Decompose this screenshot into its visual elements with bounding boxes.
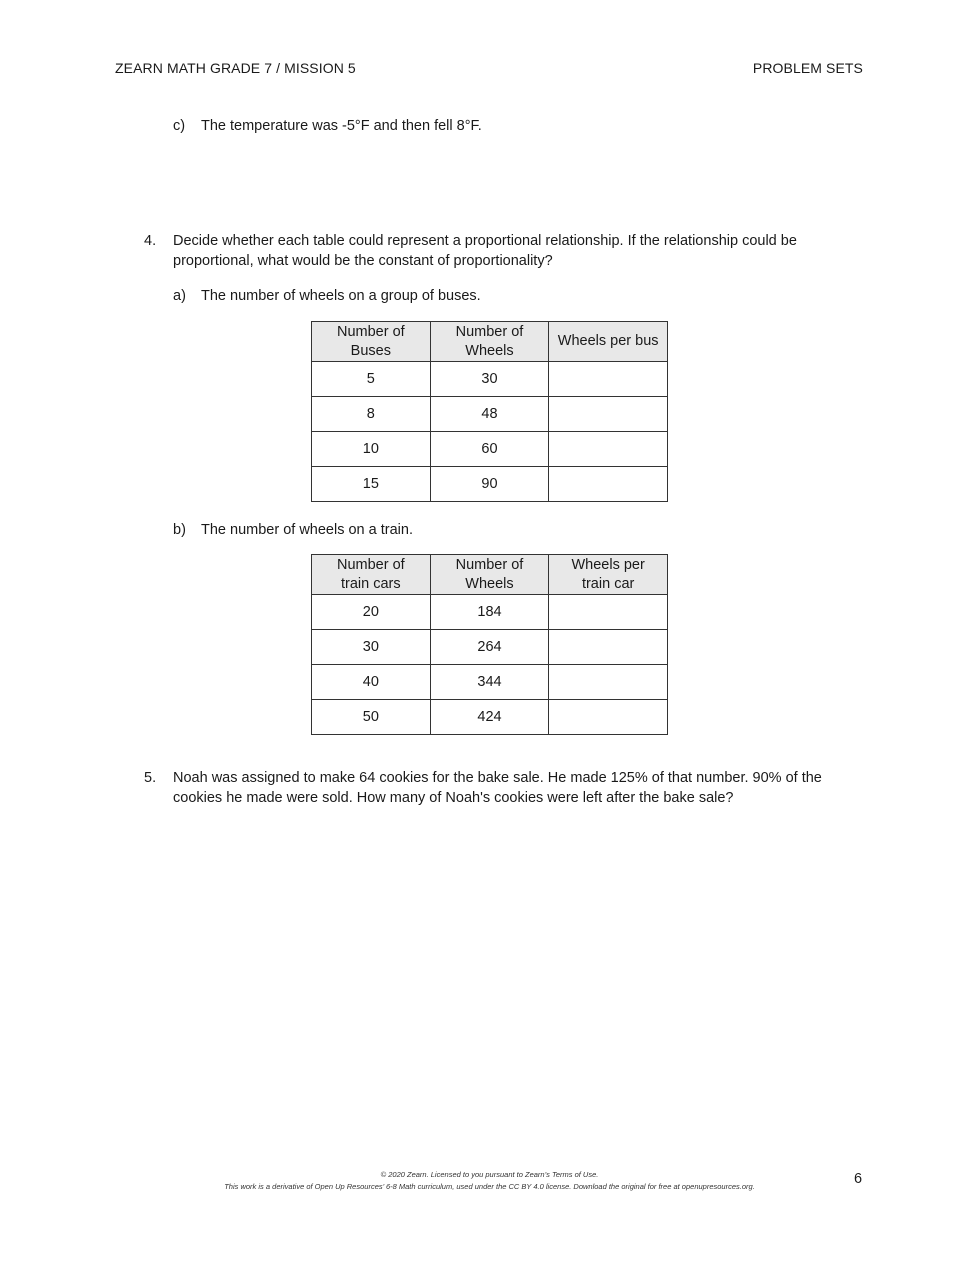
table-cell: 8 <box>312 397 431 432</box>
part-a-text: The number of wheels on a group of buses. <box>201 288 481 304</box>
table-header: Wheels per train car <box>549 555 668 595</box>
footer-attribution: This work is a derivative of Open Up Resources’ 6-8 Math curriculum, used under the CC BY 4.0 license. Download the original for free at openupresources.org. <box>224 1182 755 1191</box>
part-a-label: a) <box>173 288 186 304</box>
table-cell: 264 <box>430 630 549 665</box>
answer-cell[interactable] <box>549 630 668 665</box>
answer-cell[interactable] <box>549 467 668 502</box>
table-cell: 90 <box>430 467 549 502</box>
table-row <box>312 467 668 502</box>
table-cell: 184 <box>430 595 549 630</box>
train-table <box>311 554 668 735</box>
table-cell: 48 <box>430 397 549 432</box>
page-number: 6 <box>854 1171 863 1187</box>
table-cell: 60 <box>430 432 549 467</box>
table-cell: 40 <box>312 665 431 700</box>
problem-4-line-1: Decide whether each table could represent a proportional relationship. If the relationship could be <box>173 233 797 249</box>
table-row <box>312 630 668 665</box>
problem-5-line-2: cookies he made were sold. How many of Noah's cookies were left after the bake sale? <box>173 790 734 806</box>
table-row <box>312 700 668 735</box>
table-row <box>312 665 668 700</box>
answer-cell[interactable] <box>549 700 668 735</box>
problem-5-number: 5. <box>144 770 157 786</box>
table-row <box>312 432 668 467</box>
table-cell: 344 <box>430 665 549 700</box>
table-row <box>312 362 668 397</box>
buses-table <box>311 321 668 502</box>
item-c-label: c) <box>173 118 186 134</box>
header-section: PROBLEM SETS <box>752 60 863 76</box>
table-header: Number of Buses <box>312 322 431 362</box>
answer-cell[interactable] <box>549 432 668 467</box>
table-row <box>312 397 668 432</box>
table-cell: 50 <box>312 700 431 735</box>
answer-cell[interactable] <box>549 595 668 630</box>
table-header: Wheels per bus <box>549 322 668 362</box>
problem-5-line-1: Noah was assigned to make 64 cookies for the bake sale. He made 125% of that number. 90% of the <box>173 770 822 786</box>
table-row <box>312 595 668 630</box>
table-cell: 10 <box>312 432 431 467</box>
table-cell: 30 <box>312 630 431 665</box>
table-header: Number of train cars <box>312 555 431 595</box>
answer-cell[interactable] <box>549 362 668 397</box>
header-title: ZEARN MATH GRADE 7 / MISSION 5 <box>115 60 356 76</box>
problem-4-line-2: proportional, what would be the constant of proportionality? <box>173 253 553 269</box>
table-header: Number of Wheels <box>430 555 549 595</box>
part-b-label: b) <box>173 522 186 538</box>
part-b-text: The number of wheels on a train. <box>201 522 413 538</box>
table-cell: 20 <box>312 595 431 630</box>
answer-cell[interactable] <box>549 397 668 432</box>
table-cell: 15 <box>312 467 431 502</box>
footer-license: © 2020 Zearn. Licensed to you pursuant to Zearn’s Terms of Use. <box>380 1170 599 1179</box>
table-cell: 424 <box>430 700 549 735</box>
problem-4-number: 4. <box>144 233 157 249</box>
table-cell: 5 <box>312 362 431 397</box>
table-cell: 30 <box>430 362 549 397</box>
item-c-text: The temperature was -5°F and then fell 8°F. <box>201 118 482 134</box>
answer-cell[interactable] <box>549 665 668 700</box>
table-header: Number of Wheels <box>430 322 549 362</box>
